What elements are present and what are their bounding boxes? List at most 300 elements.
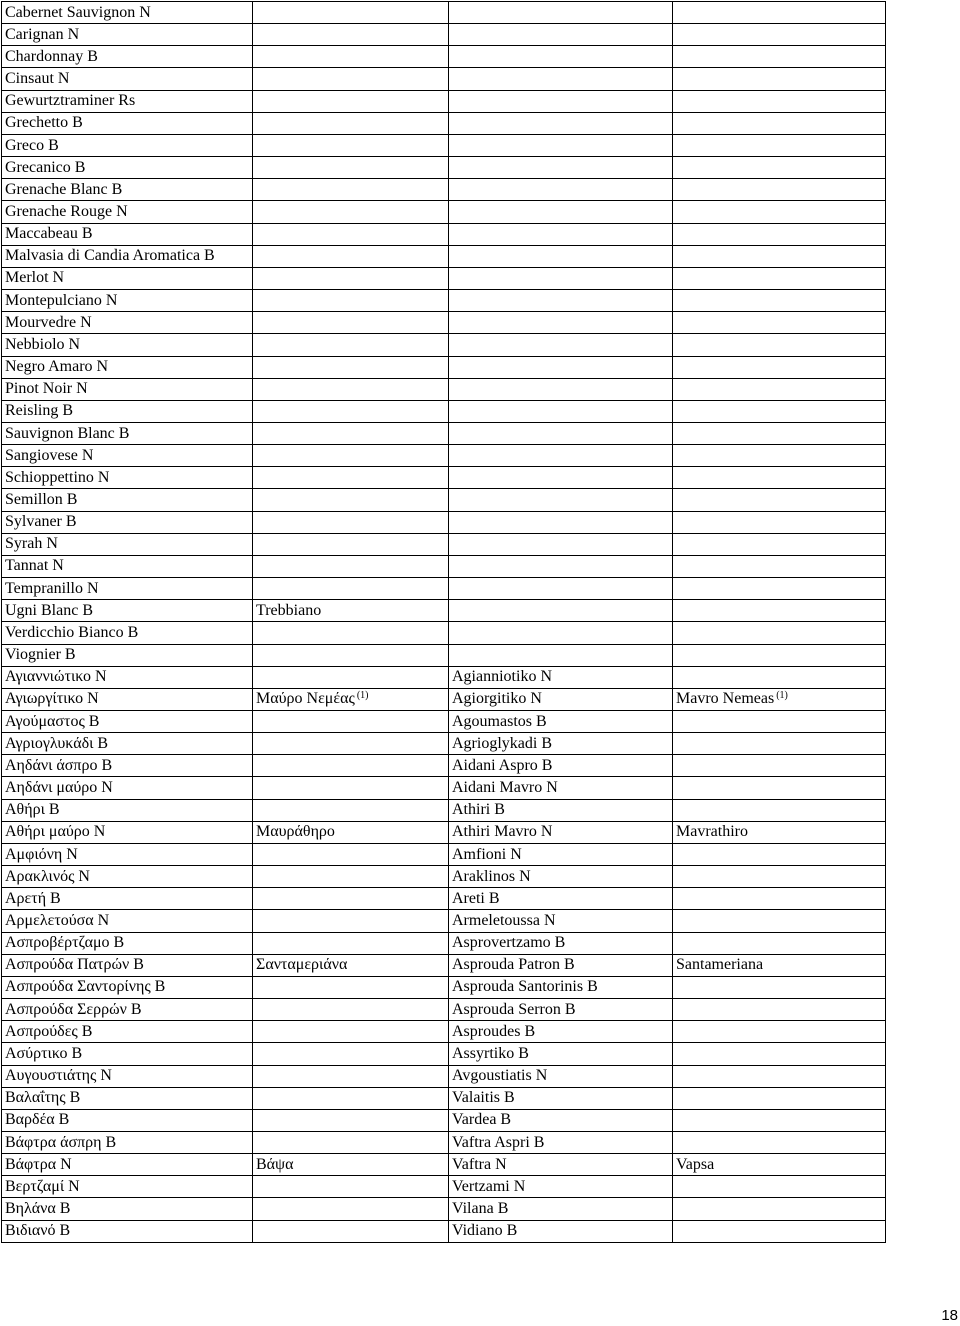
table-cell-c2	[253, 755, 449, 777]
table-cell-c2	[253, 24, 449, 46]
table-cell-c1	[2, 334, 253, 356]
table-cell-c3	[449, 932, 673, 954]
table-cell-c4	[673, 1220, 886, 1242]
table-cell-c2	[253, 334, 449, 356]
table-cell-c1	[2, 1109, 253, 1131]
table-row	[2, 1154, 886, 1176]
table-cell-c1	[2, 821, 253, 843]
table-cell-c3	[449, 290, 673, 312]
table-cell-c4	[673, 733, 886, 755]
table-cell-c3	[449, 600, 673, 622]
table-cell-c4	[673, 422, 886, 444]
cell-text: Βάφτρα Ν	[5, 1155, 72, 1173]
cell-text: Mourvedre N	[5, 313, 92, 331]
table-cell-c2	[253, 1198, 449, 1220]
table-cell-c1	[2, 179, 253, 201]
table-row	[2, 312, 886, 334]
table-cell-c1	[2, 1220, 253, 1242]
table-cell-c1	[2, 644, 253, 666]
table-row	[2, 1043, 886, 1065]
table-cell-c4	[673, 290, 886, 312]
cell-text: Βαλαΐτης Β	[5, 1089, 81, 1107]
table-cell-c2	[253, 932, 449, 954]
table-row	[2, 378, 886, 400]
table-cell-c2	[253, 644, 449, 666]
table-cell-c1	[2, 400, 253, 422]
cell-text: Maccabeau B	[5, 225, 93, 243]
table-cell-c4	[673, 445, 886, 467]
cell-text: Βαρδέα Β	[5, 1111, 70, 1129]
cell-text: Pinot Noir N	[5, 380, 88, 398]
table-cell-c4	[673, 821, 886, 843]
table-cell-c3	[449, 1087, 673, 1109]
table-row	[2, 267, 886, 289]
table-cell-c1	[2, 932, 253, 954]
table-cell-c4	[673, 68, 886, 90]
table-row	[2, 1176, 886, 1198]
cell-text: Asprouda Santorinis B	[452, 978, 598, 996]
table-row	[2, 755, 886, 777]
table-cell-c1	[2, 533, 253, 555]
table-cell-c2	[253, 445, 449, 467]
table-row	[2, 932, 886, 954]
cell-text: Αυγουστιάτης Ν	[5, 1067, 112, 1085]
cell-text: Verdicchio Bianco B	[5, 623, 139, 641]
cell-text: Santameriana	[676, 956, 764, 974]
cell-text: Αγιαννιώτικο Ν	[5, 668, 107, 686]
table-row	[2, 910, 886, 932]
table-cell-c1	[2, 910, 253, 932]
table-cell-c2	[253, 666, 449, 688]
cell-text: Βάψα	[256, 1155, 294, 1173]
table-cell-c3	[449, 68, 673, 90]
cell-text: Αρμελετούσα Ν	[5, 911, 110, 929]
table-cell-c4	[673, 201, 886, 223]
table-cell-c1	[2, 1198, 253, 1220]
table-cell-c1	[2, 711, 253, 733]
cell-text: Aidani Aspro B	[452, 756, 553, 774]
table-cell-c3	[449, 578, 673, 600]
cell-text: Asprouda Serron B	[452, 1000, 576, 1018]
footnote-marker: (1)	[776, 690, 788, 702]
cell-text: Semillon B	[5, 491, 78, 509]
table-cell-c3	[449, 267, 673, 289]
cell-text: Greco B	[5, 136, 59, 154]
cell-text: Asprovertzamo B	[452, 934, 566, 952]
table-row	[2, 600, 886, 622]
table-cell-c4	[673, 400, 886, 422]
cell-text: Viognier B	[5, 646, 76, 664]
table-cell-c3	[449, 400, 673, 422]
table-cell-c4	[673, 600, 886, 622]
table-cell-c4	[673, 1043, 886, 1065]
table-cell-c2	[253, 90, 449, 112]
table-cell-c3	[449, 666, 673, 688]
table-cell-c2	[253, 799, 449, 821]
cell-text: Βιδιανό Β	[5, 1222, 71, 1240]
table-cell-c1	[2, 555, 253, 577]
table-cell-c4	[673, 1021, 886, 1043]
cell-text: Sylvaner B	[5, 513, 77, 531]
table-row	[2, 578, 886, 600]
table-cell-c3	[449, 777, 673, 799]
table-row	[2, 445, 886, 467]
table-cell-c1	[2, 511, 253, 533]
table-cell-c3	[449, 1198, 673, 1220]
cell-text: Asprouda Patron B	[452, 956, 575, 974]
table-cell-c2	[253, 489, 449, 511]
table-row	[2, 555, 886, 577]
cell-text: Ασύρτικο Β	[5, 1044, 83, 1062]
table-cell-c1	[2, 688, 253, 710]
table-cell-c1	[2, 733, 253, 755]
table-cell-c3	[449, 1220, 673, 1242]
table-row	[2, 467, 886, 489]
cell-text: Aidani Mavro N	[452, 779, 558, 797]
table-cell-c4	[673, 666, 886, 688]
table-row	[2, 400, 886, 422]
table-cell-c3	[449, 46, 673, 68]
table-cell-c1	[2, 267, 253, 289]
table-row	[2, 777, 886, 799]
table-cell-c2	[253, 1176, 449, 1198]
table-cell-c1	[2, 489, 253, 511]
cell-text: Mavro Nemeas	[676, 690, 775, 708]
cell-text: Cabernet Sauvignon N	[5, 3, 151, 21]
cell-text: Grenache Rouge N	[5, 202, 128, 220]
table-cell-c2	[253, 688, 449, 710]
cell-text: Trebbiano	[256, 601, 322, 619]
table-cell-c1	[2, 1154, 253, 1176]
cell-text: Araklinos N	[452, 867, 531, 885]
cell-text: Mavrathiro	[676, 823, 748, 841]
table-cell-c3	[449, 312, 673, 334]
table-cell-c1	[2, 68, 253, 90]
cell-text: Vilana B	[452, 1200, 509, 1218]
table-cell-c4	[673, 245, 886, 267]
table-row	[2, 711, 886, 733]
table-cell-c3	[449, 112, 673, 134]
cell-text: Schioppettino N	[5, 468, 110, 486]
table-cell-c3	[449, 223, 673, 245]
table-cell-c1	[2, 312, 253, 334]
table-row	[2, 843, 886, 865]
table-cell-c2	[253, 1043, 449, 1065]
table-cell-c3	[449, 733, 673, 755]
cell-text: Reisling B	[5, 402, 74, 420]
table-cell-c3	[449, 2, 673, 24]
cell-text: Tempranillo N	[5, 579, 99, 597]
table-row	[2, 1131, 886, 1153]
cell-text: Vaftra Aspri B	[452, 1133, 545, 1151]
table-cell-c1	[2, 755, 253, 777]
table-cell-c1	[2, 1065, 253, 1087]
table-cell-c2	[253, 733, 449, 755]
cell-text: Αρακλινός Ν	[5, 867, 90, 885]
table-cell-c3	[449, 90, 673, 112]
table-row	[2, 533, 886, 555]
table-cell-c3	[449, 755, 673, 777]
table-cell-c4	[673, 1176, 886, 1198]
table-cell-c3	[449, 999, 673, 1021]
table-cell-c4	[673, 179, 886, 201]
table-cell-c3	[449, 1154, 673, 1176]
cell-text: Ασπροβέρτζαμο Β	[5, 934, 125, 952]
cell-text: Malvasia di Candia Aromatica B	[5, 247, 215, 265]
table-cell-c2	[253, 622, 449, 644]
cell-text: Grecanico B	[5, 158, 86, 176]
table-cell-c2	[253, 179, 449, 201]
table-cell-c3	[449, 378, 673, 400]
table-cell-c1	[2, 1043, 253, 1065]
table-cell-c4	[673, 24, 886, 46]
table-cell-c4	[673, 46, 886, 68]
table-cell-c2	[253, 777, 449, 799]
cell-text: Ασπρούδα Σαντορίνης Β	[5, 978, 166, 996]
table-cell-c1	[2, 1131, 253, 1153]
table-cell-c3	[449, 422, 673, 444]
table-cell-c3	[449, 24, 673, 46]
table-cell-c2	[253, 1220, 449, 1242]
cell-text: Gewurtztraminer Rs	[5, 92, 136, 110]
table-cell-c1	[2, 888, 253, 910]
table-row	[2, 644, 886, 666]
table-cell-c3	[449, 688, 673, 710]
cell-text: Αμφιόνη Ν	[5, 845, 78, 863]
table-row	[2, 688, 886, 710]
table-cell-c1	[2, 223, 253, 245]
cell-text: Carignan N	[5, 25, 80, 43]
table-row	[2, 46, 886, 68]
table-cell-c4	[673, 511, 886, 533]
cell-text: Amfioni N	[452, 845, 522, 863]
cell-text: Ασπρούδες Β	[5, 1022, 93, 1040]
cell-text: Tannat N	[5, 557, 64, 575]
cell-text: Vidiano B	[452, 1222, 518, 1240]
table-cell-c2	[253, 68, 449, 90]
table-cell-c4	[673, 112, 886, 134]
table-cell-c4	[673, 688, 886, 710]
table-row	[2, 1220, 886, 1242]
table-row	[2, 511, 886, 533]
table-cell-c2	[253, 1109, 449, 1131]
table-cell-c2	[253, 578, 449, 600]
cell-text: Ασπρούδα Πατρών Β	[5, 956, 144, 974]
table-cell-c3	[449, 467, 673, 489]
cell-text: Αηδάνι μαύρο Ν	[5, 779, 113, 797]
cell-text: Μαυράθηρο	[256, 823, 335, 841]
table-row	[2, 821, 886, 843]
table-cell-c1	[2, 467, 253, 489]
table-cell-c4	[673, 555, 886, 577]
table-row	[2, 1021, 886, 1043]
cell-text: Nebbiolo N	[5, 335, 81, 353]
table-cell-c1	[2, 843, 253, 865]
cell-text: Areti B	[452, 889, 500, 907]
table-cell-c1	[2, 1176, 253, 1198]
cell-text: Cinsaut N	[5, 70, 70, 88]
table-cell-c2	[253, 312, 449, 334]
table-cell-c3	[449, 1021, 673, 1043]
table-cell-c4	[673, 578, 886, 600]
table-cell-c1	[2, 600, 253, 622]
cell-text: Agiorgitiko N	[452, 690, 542, 708]
table-cell-c3	[449, 1065, 673, 1087]
cell-text: Montepulciano N	[5, 291, 118, 309]
table-cell-c1	[2, 201, 253, 223]
table-cell-c2	[253, 290, 449, 312]
table-cell-c3	[449, 245, 673, 267]
table-cell-c4	[673, 777, 886, 799]
table-cell-c4	[673, 932, 886, 954]
table-cell-c2	[253, 46, 449, 68]
table-cell-c4	[673, 755, 886, 777]
table-cell-c1	[2, 999, 253, 1021]
table-cell-c3	[449, 1176, 673, 1198]
table-cell-c1	[2, 954, 253, 976]
table-cell-c1	[2, 112, 253, 134]
table-cell-c4	[673, 1154, 886, 1176]
cell-text: Αγιωργίτικο Ν	[5, 690, 99, 708]
table-cell-c4	[673, 843, 886, 865]
table-cell-c2	[253, 157, 449, 179]
table-cell-c3	[449, 888, 673, 910]
cell-text: Αθήρι Β	[5, 801, 60, 819]
table-row	[2, 112, 886, 134]
table-cell-c2	[253, 267, 449, 289]
table-cell-c4	[673, 489, 886, 511]
table-cell-c2	[253, 1021, 449, 1043]
cell-text: Avgoustiatis N	[452, 1067, 548, 1085]
table-cell-c4	[673, 954, 886, 976]
cell-text: Sauvignon Blanc B	[5, 424, 130, 442]
table-row	[2, 290, 886, 312]
table-cell-c4	[673, 356, 886, 378]
table-cell-c1	[2, 578, 253, 600]
table-cell-c2	[253, 999, 449, 1021]
table-row	[2, 334, 886, 356]
page-number: 18	[941, 1307, 958, 1324]
table-cell-c1	[2, 245, 253, 267]
table-cell-c3	[449, 356, 673, 378]
cell-text: Assyrtiko B	[452, 1044, 529, 1062]
cell-text: Asproudes B	[452, 1022, 536, 1040]
table-row	[2, 90, 886, 112]
table-cell-c4	[673, 799, 886, 821]
table-cell-c2	[253, 201, 449, 223]
table-row	[2, 1065, 886, 1087]
table-cell-c2	[253, 2, 449, 24]
footnote-marker: (1)	[356, 690, 369, 702]
table-row	[2, 866, 886, 888]
table-cell-c2	[253, 511, 449, 533]
table-cell-c2	[253, 400, 449, 422]
table-cell-c4	[673, 90, 886, 112]
table-cell-c3	[449, 711, 673, 733]
table-cell-c1	[2, 134, 253, 156]
table-cell-c3	[449, 644, 673, 666]
cell-text: Ασπρούδα Σερρών Β	[5, 1000, 142, 1018]
table-row	[2, 68, 886, 90]
cell-text: Grenache Blanc B	[5, 180, 123, 198]
table-cell-c4	[673, 467, 886, 489]
cell-text: Agrioglykadi B	[452, 734, 552, 752]
table-row	[2, 201, 886, 223]
cell-text: Negro Amaro N	[5, 358, 109, 376]
table-cell-c4	[673, 533, 886, 555]
table-cell-c4	[673, 157, 886, 179]
table-cell-c3	[449, 1131, 673, 1153]
table-cell-c1	[2, 666, 253, 688]
table-cell-c3	[449, 201, 673, 223]
table-cell-c2	[253, 821, 449, 843]
table-cell-c2	[253, 555, 449, 577]
table-cell-c3	[449, 622, 673, 644]
table-row	[2, 888, 886, 910]
table-row	[2, 666, 886, 688]
table-cell-c2	[253, 467, 449, 489]
table-row	[2, 356, 886, 378]
table-row	[2, 134, 886, 156]
table-cell-c2	[253, 223, 449, 245]
table-cell-c1	[2, 290, 253, 312]
table-cell-c3	[449, 954, 673, 976]
table-cell-c1	[2, 356, 253, 378]
cell-text: Athiri B	[452, 801, 505, 819]
table-cell-c4	[673, 1131, 886, 1153]
table-cell-c1	[2, 799, 253, 821]
table-cell-c3	[449, 489, 673, 511]
table-cell-c2	[253, 112, 449, 134]
cell-text: Grechetto B	[5, 114, 83, 132]
table-cell-c3	[449, 1109, 673, 1131]
cell-text: Merlot N	[5, 269, 65, 287]
table-cell-c3	[449, 843, 673, 865]
table-row	[2, 622, 886, 644]
table-cell-c3	[449, 334, 673, 356]
table-cell-c1	[2, 1087, 253, 1109]
table-row	[2, 1109, 886, 1131]
table-cell-c4	[673, 866, 886, 888]
table-cell-c3	[449, 799, 673, 821]
table-cell-c4	[673, 134, 886, 156]
cell-text: Ugni Blanc B	[5, 601, 93, 619]
cell-text: Βερτζαμί Ν	[5, 1177, 80, 1195]
cell-text: Αγριογλυκάδι Β	[5, 734, 109, 752]
table-cell-c2	[253, 1154, 449, 1176]
table-cell-c3	[449, 157, 673, 179]
table-row	[2, 157, 886, 179]
cell-text: Agoumastos B	[452, 712, 547, 730]
table-cell-c3	[449, 445, 673, 467]
cell-text: Αρετή Β	[5, 889, 61, 907]
table-cell-c2	[253, 711, 449, 733]
table-cell-c2	[253, 976, 449, 998]
table-cell-c2	[253, 1131, 449, 1153]
table-cell-c3	[449, 866, 673, 888]
cell-text: Βηλάνα Β	[5, 1200, 71, 1218]
table-cell-c4	[673, 312, 886, 334]
table-cell-c4	[673, 378, 886, 400]
cell-text: Vertzami N	[452, 1177, 526, 1195]
table-cell-c4	[673, 1065, 886, 1087]
cell-text: Valaitis B	[452, 1089, 515, 1107]
table-cell-c2	[253, 843, 449, 865]
table-row	[2, 245, 886, 267]
table-row	[2, 999, 886, 1021]
cell-text: Chardonnay B	[5, 47, 98, 65]
table-cell-c1	[2, 24, 253, 46]
